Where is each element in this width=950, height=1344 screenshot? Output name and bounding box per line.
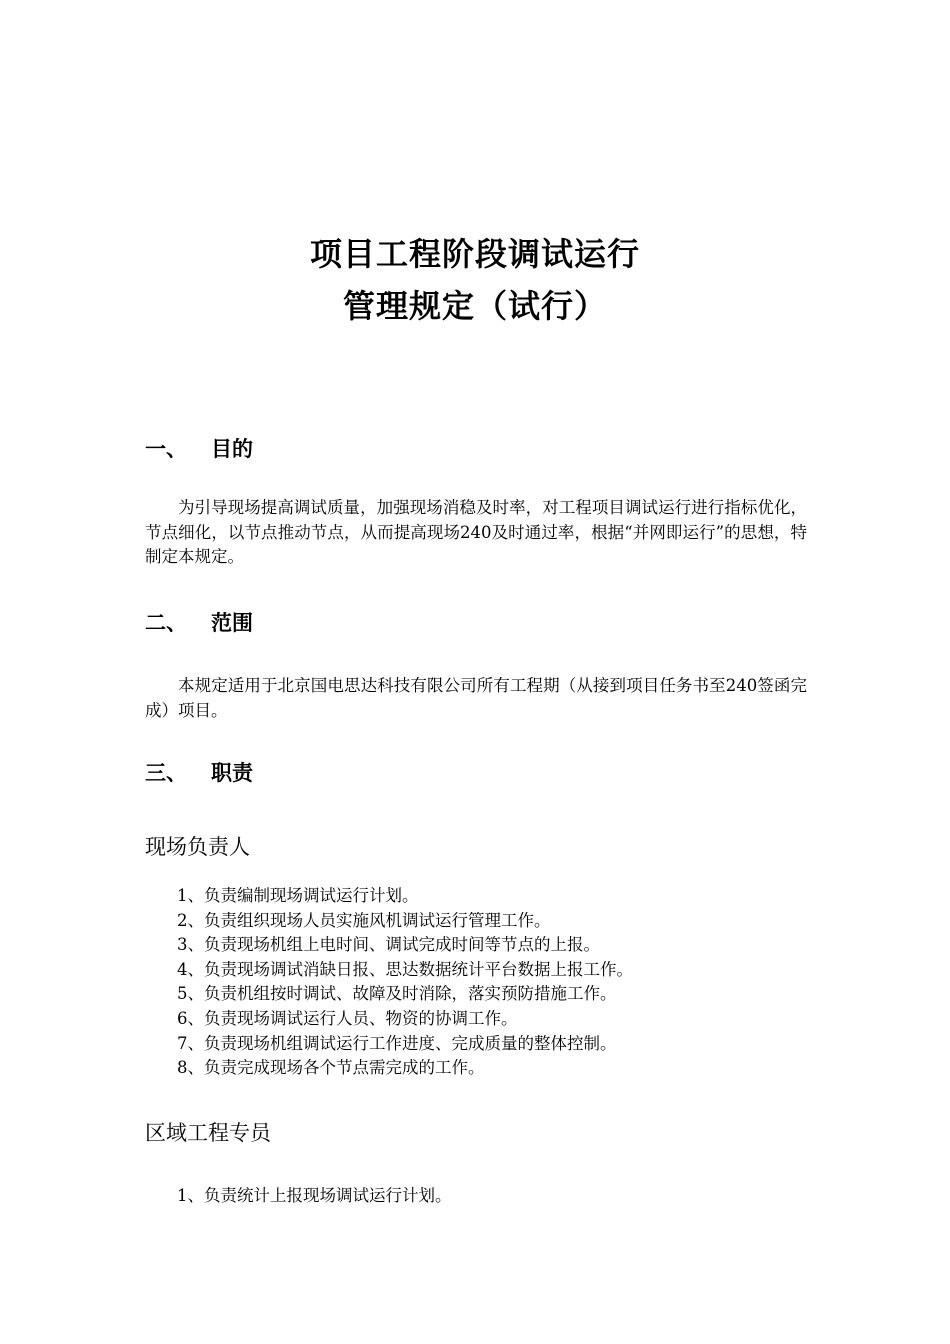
section-number: 三、 bbox=[145, 761, 187, 785]
section-paragraph-purpose: 为引导现场提高调试质量，加强现场消稳及时率，对工程项目调试运行进行指标优化，节点细化，以节点推动节点，从而提高现场240及时通过率，根据“并网即运行”的思想，特制定本规定。 bbox=[145, 498, 807, 566]
section-heading-scope bbox=[145, 608, 253, 638]
list-item: 3、负责现场机组上电时间、调试完成时间等节点的上报。 bbox=[177, 935, 600, 955]
list-item: 7、负责现场机组调试运行工作进度、完成质量的整体控制。 bbox=[177, 1033, 617, 1053]
document-title bbox=[0, 228, 950, 332]
list-item: 8、负责完成现场各个节点需完成的工作。 bbox=[177, 1058, 485, 1078]
section-heading-purpose bbox=[145, 434, 253, 464]
title-line-2: 管理规定（试行） bbox=[342, 287, 607, 325]
section-paragraph-scope: 本规定适用于北京国电思达科技有限公司所有工程期（从接到项目任务书至240签函完成）项目。 bbox=[145, 676, 807, 720]
list-item: 5、负责机组按时调试、故障及时消除，落实预防措施工作。 bbox=[177, 984, 617, 1004]
list-item: 2、负责组织现场人员实施风机调试运行管理工作。 bbox=[177, 910, 551, 930]
section-title: 目的 bbox=[211, 437, 253, 461]
section-number: 二、 bbox=[145, 611, 187, 635]
section-title: 职责 bbox=[211, 761, 253, 785]
section-heading-duties bbox=[145, 758, 253, 788]
role-title-regional-specialist: 区域工程专员 bbox=[145, 1121, 271, 1145]
list-item: 4、负责现场调试消缺日报、思达数据统计平台数据上报工作。 bbox=[177, 959, 633, 979]
list-item: 1、负责统计上报现场调试运行计划。 bbox=[177, 1186, 452, 1205]
section-number: 一、 bbox=[145, 437, 187, 461]
role-duty-list-site-leader bbox=[177, 884, 633, 1081]
list-item: 1、负责编制现场调试运行计划。 bbox=[177, 886, 419, 905]
role-title-site-leader: 现场负责人 bbox=[145, 835, 250, 859]
section-title: 范围 bbox=[211, 611, 253, 635]
list-item: 6、负责现场调试运行人员、物资的协调工作。 bbox=[177, 1008, 518, 1028]
role-duty-list-regional-specialist bbox=[177, 1184, 452, 1209]
title-line-1: 项目工程阶段调试运行 bbox=[309, 235, 640, 273]
